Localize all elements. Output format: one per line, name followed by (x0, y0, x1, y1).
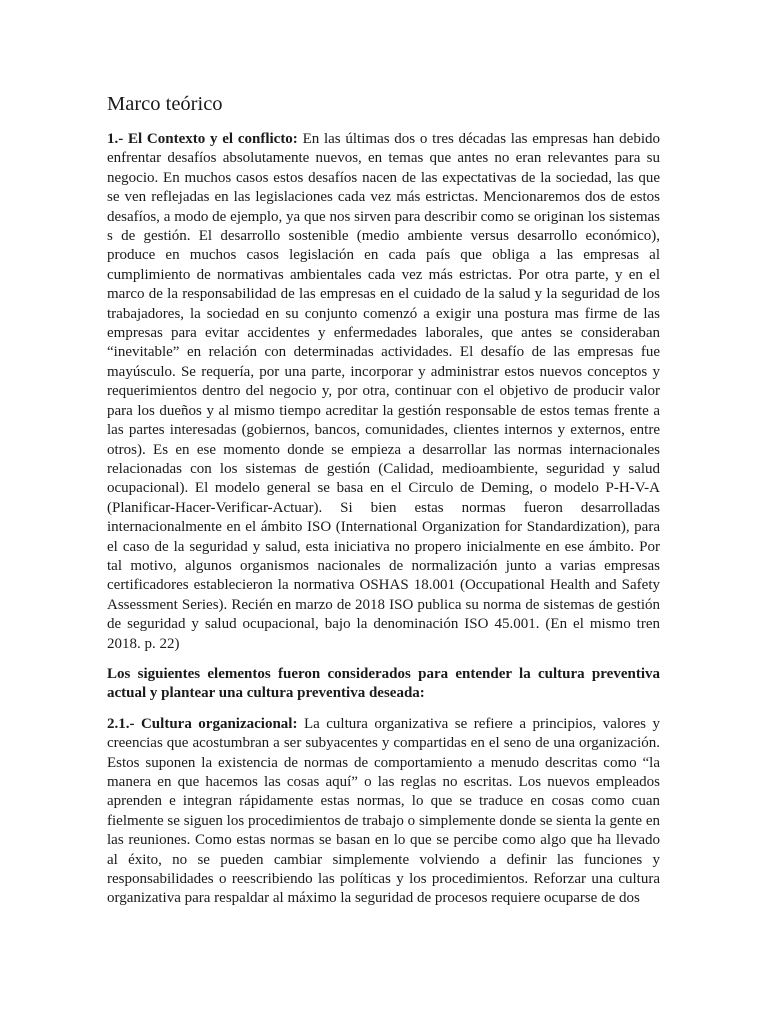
section-heading: 2.1.- Cultura organizacional: (107, 715, 298, 732)
section-body: En las últimas dos o tres décadas las empresas han debido enfrentar desafíos absolutamente nuevos, en temas que antes no eran relevantes para su negocio. En muchos casos estos desafíos nacen de las expectativas de la sociedad, las que se ven reflejadas en las legislaciones cada vez más estrictas. Mencionaremos dos de estos desafíos, a modo de ejemplo, ya que nos sirven para describir como se originan los sistemas s de gestión. El desarrollo sostenible (medio ambiente versus desarrollo económico), produce en muchos casos legislación en cada país que obliga a las empresas al cumplimiento de normativas ambientales cada vez más estrictas. Por otra parte, y en el marco de la responsabilidad de las empresas en el cuidado de la salud y la seguridad de los trabajadores, la sociedad en su conjunto comenzó a exigir una postura mas firme de las empresas para evitar accidentes y enfermedades laborales, que antes se consideraban “inevitable” en relación con determinadas actividades. El desafío de las empresas fue mayúsculo. Se requería, por una parte, incorporar y administrar estos nuevos conceptos y requerimientos dentro del negocio y, por otra, continuar con el objetivo de producir valor para los dueños y al mismo tiempo acreditar la gestión responsable de estos temas frente a las partes interesadas (gobiernos, bancos, comunidades, clientes internos y externos, entre otros). Es en ese momento donde se empieza a desarrollar las normas internacionales relacionadas con los sistemas de gestión (Calidad, medioambiente, seguridad y salud ocupacional). El modelo general se basa en el Circulo de Deming, o modelo P-H-V-A (Planificar-Hacer-Verificar-Actuar). Si bien estas normas fueron desarrolladas internacionalmente en el ámbito ISO (International Organization for Standardization), para el caso de la seguridad y salud, esta iniciativa no propero inicialmente en ese ámbito. Por tal motivo, algunos organismos nacionales de normalización junto a varias empresas certificadores establecieron la normativa OSHAS 18.001 (Occupational Health and Safety Assessment Series). Recién en marzo de 2018 ISO publica su norma de sistemas de gestión de seguridad y salud ocupacional, bajo la denominación ISO 45.001. (En el mismo tren 2018. p. 22) (107, 131, 660, 652)
section-organizational-culture (107, 715, 660, 909)
section-body: La cultura organizativa se refiere a principios, valores y creencias que acostumbran a ser subyacentes y compartidas en el seno de una organización. Estos suponen la existencia de normas de comportamiento a menudo descritas como “la manera en que hacemos las cosas aquí” o las reglas no escritas. Los nuevos empleados aprenden e integran rápidamente estas normas, lo que se traduce en cosas como cuan fielmente se siguen los procedimientos de trabajo o simplemente donde se sienta la gente en las reuniones. Como estas normas se basan en lo que se percibe como algo que ha llevado al éxito, no se pueden cambiar simplemente volviendo a definir las funciones y responsabilidades o reescribiendo las políticas y los procedimientos. Reforzar una cultura organizativa para respaldar al máximo la seguridad de procesos requiere ocuparse de dos (107, 715, 660, 907)
document-title: Marco teórico (107, 93, 223, 115)
section-context-conflict (107, 130, 660, 654)
document-page (107, 88, 660, 920)
section-heading: 1.- El Contexto y el conflicto: (107, 131, 298, 147)
section-intro-elements: Los siguientes elementos fueron considerados para entender la cultura preventiva actual y plantear una cultura preventiva deseada: (107, 665, 660, 702)
